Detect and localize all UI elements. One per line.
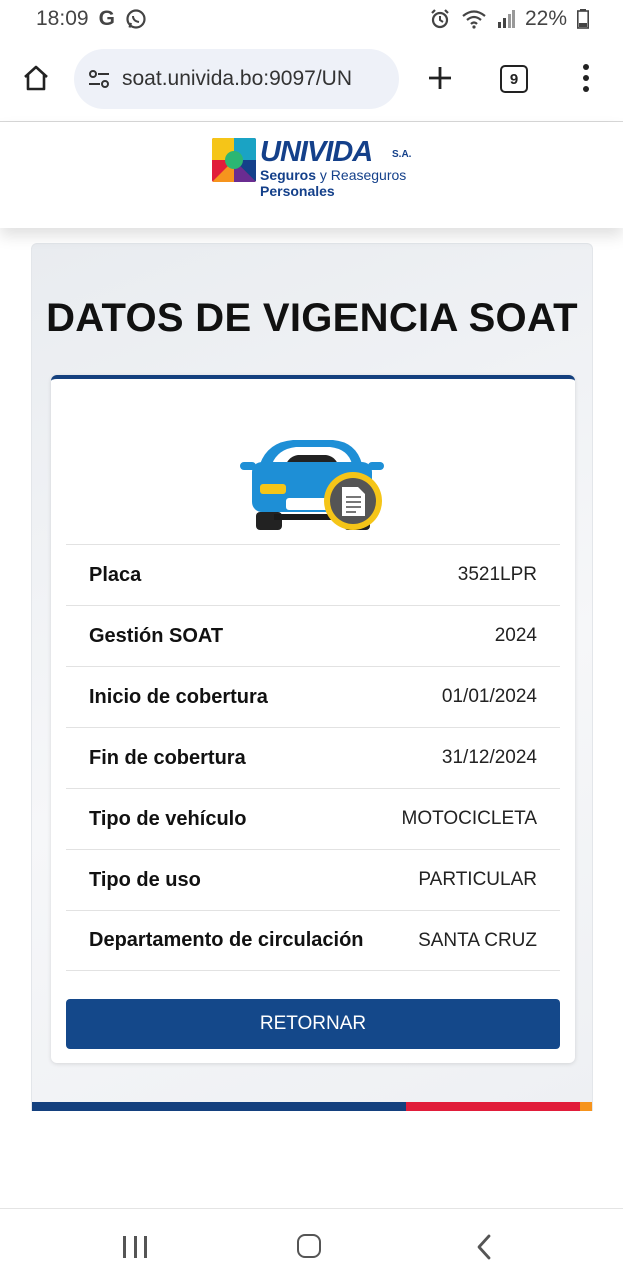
strip-red [406, 1102, 580, 1111]
table-row [66, 544, 560, 605]
page-title: DATOS DE VIGENCIA SOAT [46, 296, 578, 340]
table-row [66, 788, 560, 849]
site-header [0, 122, 623, 228]
row-label: Fin de cobertura [89, 746, 246, 769]
brand-name: UNIVIDA [260, 136, 373, 168]
univida-logo-mark [212, 138, 256, 182]
clock: 18:09 [36, 7, 89, 30]
table-row [66, 849, 560, 910]
battery-icon [577, 9, 589, 29]
return-button[interactable]: RETORNAR [66, 999, 560, 1049]
url-text[interactable]: soat.univida.bo:9097/UN [122, 67, 352, 90]
tabs-icon[interactable]: 9 [500, 65, 528, 93]
recent-apps-icon[interactable] [123, 1236, 147, 1258]
home-icon[interactable] [16, 58, 56, 98]
browser-toolbar [0, 44, 623, 116]
row-label: Inicio de cobertura [89, 685, 268, 708]
table-row [66, 605, 560, 666]
row-label: Tipo de vehículo [89, 807, 247, 830]
home-nav-icon[interactable] [297, 1234, 321, 1258]
row-label: Departamento de circulación [89, 929, 364, 951]
status-left [36, 7, 147, 31]
row-value: 2024 [494, 625, 537, 646]
strip-orange [580, 1102, 592, 1111]
row-value: 3521LPR [457, 564, 537, 585]
row-label: Placa [89, 563, 142, 586]
row-value: PARTICULAR [418, 869, 537, 890]
tagline-rest: y Reaseguros [316, 167, 407, 183]
table-row [66, 910, 560, 971]
coverage-table [66, 544, 560, 971]
table-row [66, 666, 560, 727]
row-label: Gestión SOAT [89, 624, 224, 647]
univida-logo[interactable] [212, 136, 422, 202]
table-row [66, 727, 560, 788]
brand-suffix: S.A. [392, 149, 412, 160]
system-nav-bar [0, 1208, 623, 1280]
google-icon: G [98, 7, 115, 30]
row-value: 31/12/2024 [441, 747, 537, 768]
row-value: 01/01/2024 [441, 686, 537, 707]
signal-icon [497, 10, 515, 28]
soat-panel [31, 243, 593, 1111]
back-icon[interactable] [474, 1233, 494, 1261]
address-bar[interactable] [74, 49, 399, 109]
row-label: Tipo de uso [89, 868, 201, 891]
row-value: SANTA CRUZ [418, 929, 537, 951]
brand-tagline-line2: Personales [260, 183, 335, 199]
strip-blue [32, 1102, 406, 1111]
tagline-bold: Seguros [260, 167, 317, 183]
plus-icon[interactable] [420, 58, 460, 98]
whatsapp-icon [125, 8, 147, 30]
wifi-icon [461, 9, 487, 29]
more-vert-icon[interactable] [574, 60, 598, 96]
battery-percent: 22% [524, 7, 567, 30]
status-right [429, 7, 589, 31]
soat-card [51, 375, 575, 1063]
row-value: MOTOCICLETA [401, 808, 537, 829]
car-document-icon [238, 434, 388, 544]
alarm-icon [429, 8, 451, 30]
status-bar [0, 0, 623, 38]
site-settings-icon[interactable] [86, 66, 112, 92]
brand-color-strip [32, 1102, 592, 1111]
brand-tagline [260, 167, 406, 183]
